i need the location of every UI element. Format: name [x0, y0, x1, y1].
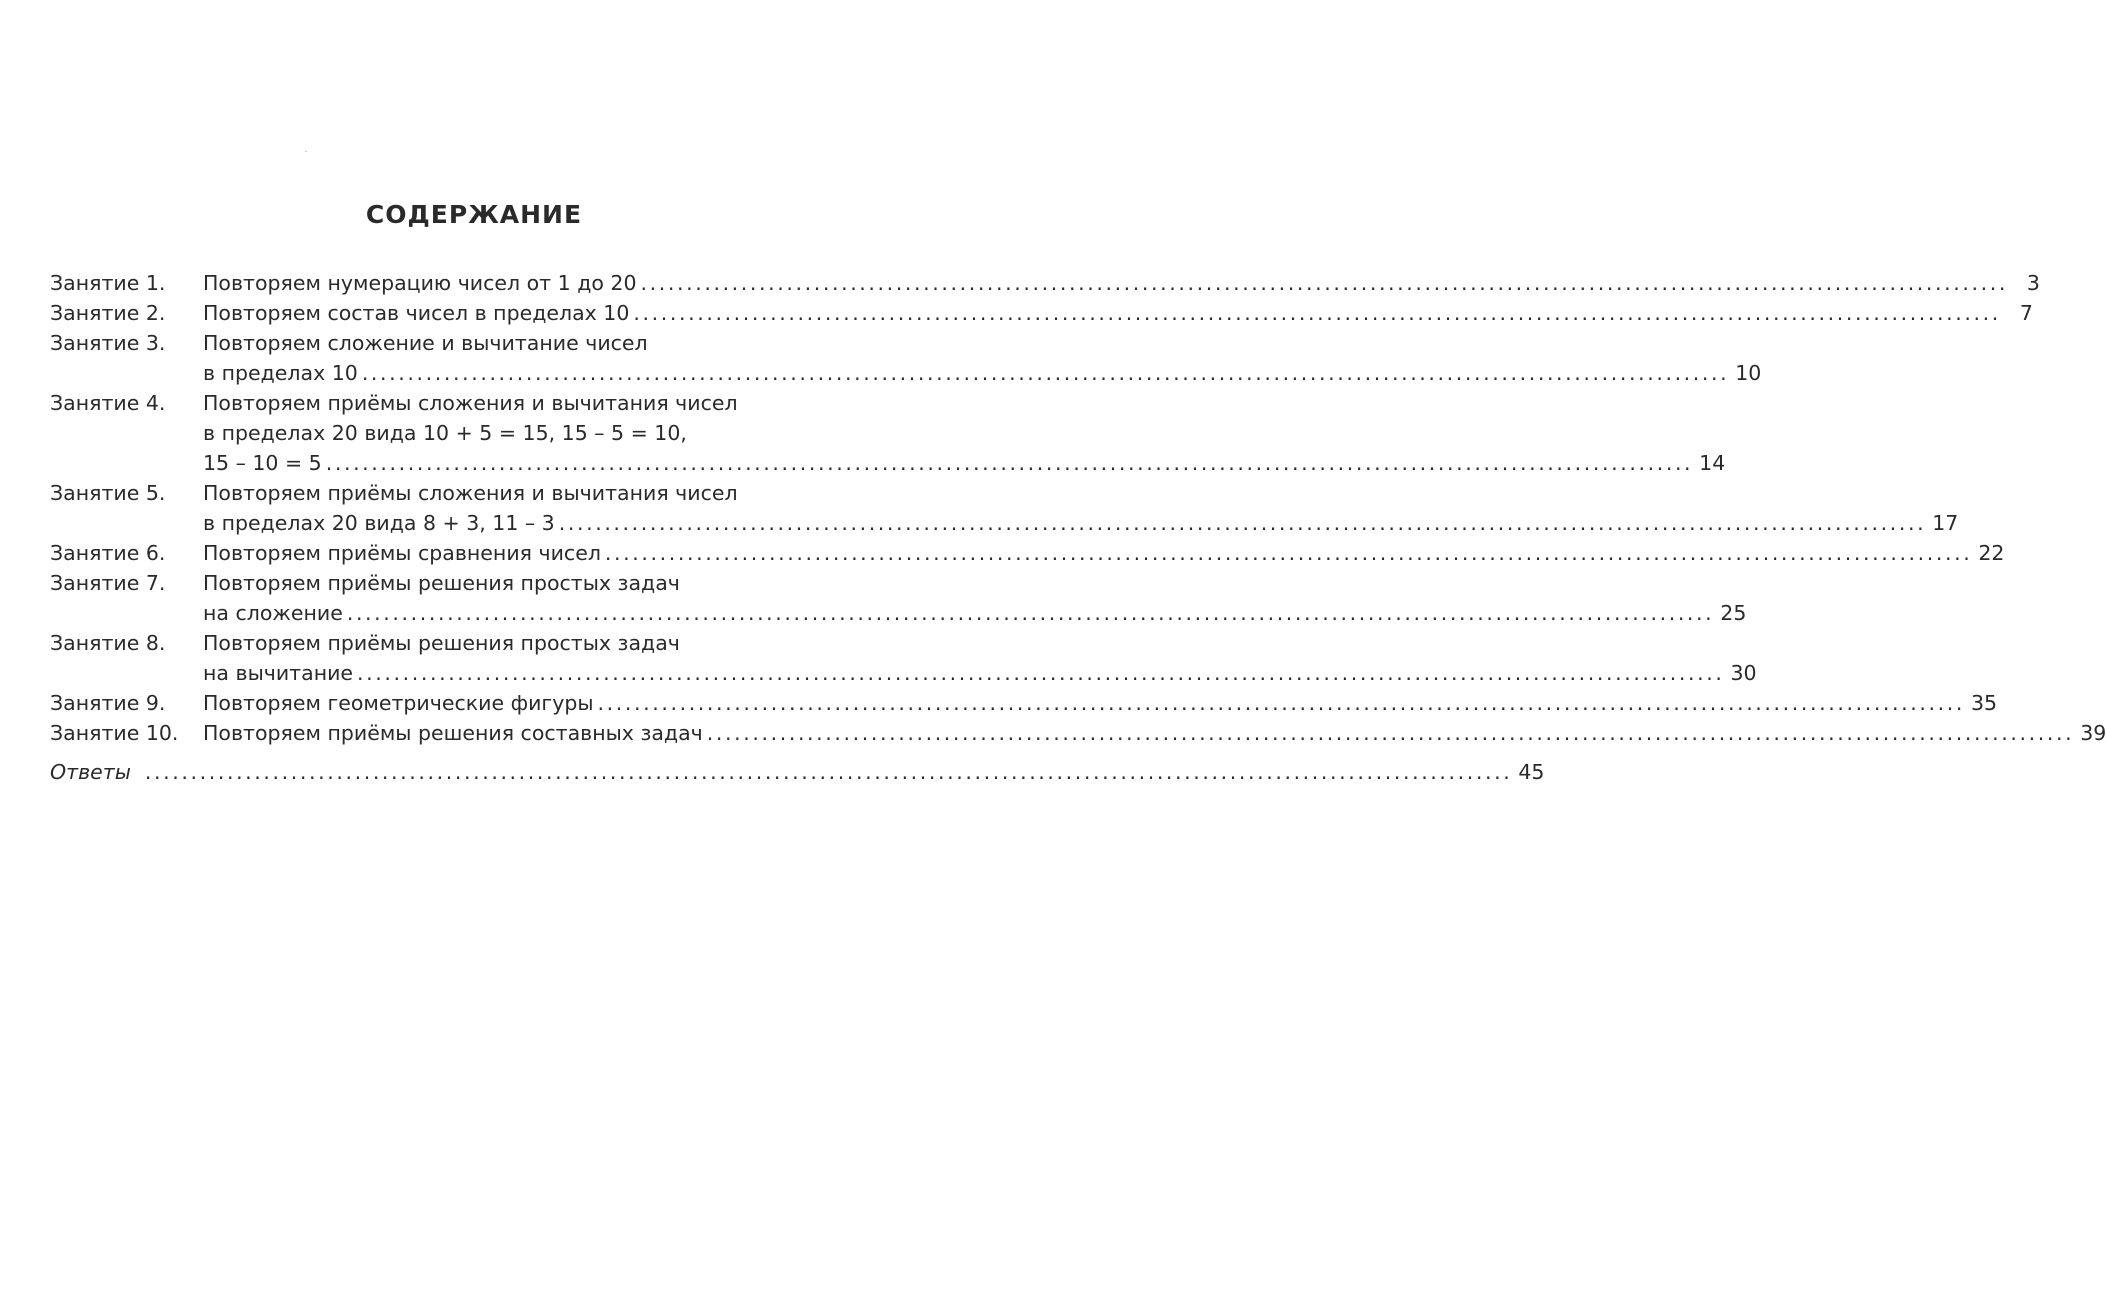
toc-line — [50, 718, 2106, 748]
toc-entry[interactable] — [50, 538, 2005, 568]
dot-leader: ...................................................................................................................................................... — [706, 721, 2075, 745]
toc-line — [50, 568, 900, 598]
page-title: СОДЕРЖАНИЕ — [365, 200, 583, 229]
toc-line — [50, 478, 900, 508]
lesson-label: Занятие 1. — [50, 271, 166, 295]
lesson-label: Занятие 7. — [50, 571, 166, 595]
page-number: 35 — [1970, 691, 1998, 715]
lesson-title-line: на вычитание — [203, 661, 354, 685]
lesson-title-line: Повторяем приёмы решения простых задач — [203, 631, 680, 655]
toc-line — [50, 688, 1998, 718]
page-number: 7 — [2019, 301, 2033, 325]
toc-entry[interactable] — [50, 568, 1747, 628]
toc-line — [50, 388, 900, 418]
dot-leader: ...................................................................................................................................................... — [604, 541, 1973, 565]
dot-leader: ...................................................................................................................................................... — [325, 451, 1694, 475]
toc-line — [50, 598, 1747, 628]
lesson-title-line: Повторяем состав чисел в пределах 10 — [203, 301, 630, 325]
toc-entry[interactable] — [50, 628, 1757, 688]
page-number: 10 — [1735, 361, 1762, 385]
answers-label: Ответы — [50, 760, 131, 784]
lesson-label: Занятие 5. — [50, 481, 166, 505]
page-number: 39 — [2080, 721, 2106, 745]
lesson-title-line: Повторяем приёмы решения составных задач — [203, 721, 703, 745]
dot-leader: ...................................................................................................................................................... — [357, 661, 1725, 685]
lesson-title-line: Повторяем сложение и вычитание чисел — [203, 331, 648, 355]
page-number: 25 — [1720, 601, 1747, 625]
dot-leader: ...................................................................................................................................................... — [597, 691, 1965, 715]
toc-line — [50, 418, 900, 448]
dot-leader: ...................................................................................................................................................... — [361, 361, 1730, 385]
lesson-title-line: на сложение — [203, 601, 343, 625]
toc-line — [50, 448, 1726, 478]
toc-line — [50, 508, 1959, 538]
toc-line — [50, 628, 900, 658]
lesson-label: Занятие 10. — [50, 721, 179, 745]
lesson-label: Занятие 2. — [50, 301, 166, 325]
toc-entry[interactable] — [50, 718, 2106, 748]
page-number: 30 — [1730, 661, 1757, 685]
lesson-title-line: 15 – 10 = 5 — [203, 451, 322, 475]
toc-line — [50, 328, 900, 358]
lesson-title-line: Повторяем приёмы решения простых задач — [203, 571, 680, 595]
lesson-title-line: Повторяем приёмы сложения и вычитания чисел — [203, 481, 738, 505]
dot-leader: ...................................................................................................................................................... — [144, 760, 1513, 784]
toc-entry[interactable] — [50, 478, 1959, 538]
lesson-label: Занятие 9. — [50, 691, 166, 715]
lesson-title-line: Повторяем приёмы сложения и вычитания чисел — [203, 391, 738, 415]
lesson-title-line: в пределах 20 вида 8 + 3, 11 – 3 — [203, 511, 555, 535]
dot-leader: ...................................................................................................................................................... — [640, 271, 2008, 295]
dot-leader: ...................................................................................................................................................... — [633, 301, 2001, 325]
toc-line — [50, 757, 1545, 787]
toc-entry[interactable] — [50, 328, 1762, 388]
page-number: 22 — [1978, 541, 2005, 565]
toc-line — [50, 298, 2033, 328]
dot-leader: ...................................................................................................................................................... — [346, 601, 1715, 625]
lesson-title-line: Повторяем геометрические фигуры — [203, 691, 594, 715]
dot-leader: ...................................................................................................................................................... — [558, 511, 1927, 535]
lesson-label: Занятие 6. — [50, 541, 166, 565]
toc-entry[interactable] — [50, 298, 2033, 328]
lesson-title-line: в пределах 10 — [203, 361, 358, 385]
toc-line — [50, 538, 2005, 568]
lesson-title-line: Повторяем нумерацию чисел от 1 до 20 — [203, 271, 637, 295]
toc-entry[interactable] — [50, 688, 1998, 718]
page-number: 14 — [1699, 451, 1726, 475]
toc-entry[interactable] — [50, 268, 2040, 298]
lesson-label: Занятие 3. — [50, 331, 166, 355]
table-of-contents — [50, 268, 2106, 787]
toc-line — [50, 658, 1757, 688]
toc-line — [50, 268, 2040, 298]
toc-entry-answers[interactable] — [50, 757, 1545, 787]
toc-entry[interactable] — [50, 388, 1726, 478]
scan-speck — [305, 151, 307, 152]
lesson-label: Занятие 8. — [50, 631, 166, 655]
lesson-label: Занятие 4. — [50, 391, 166, 415]
page-number: 45 — [1518, 760, 1545, 784]
toc-line — [50, 358, 1762, 388]
page-number: 3 — [2026, 271, 2040, 295]
lesson-title-line: в пределах 20 вида 10 + 5 = 15, 15 – 5 = 10, — [203, 421, 687, 445]
page-number: 17 — [1932, 511, 1959, 535]
lesson-title-line: Повторяем приёмы сравнения чисел — [203, 541, 601, 565]
